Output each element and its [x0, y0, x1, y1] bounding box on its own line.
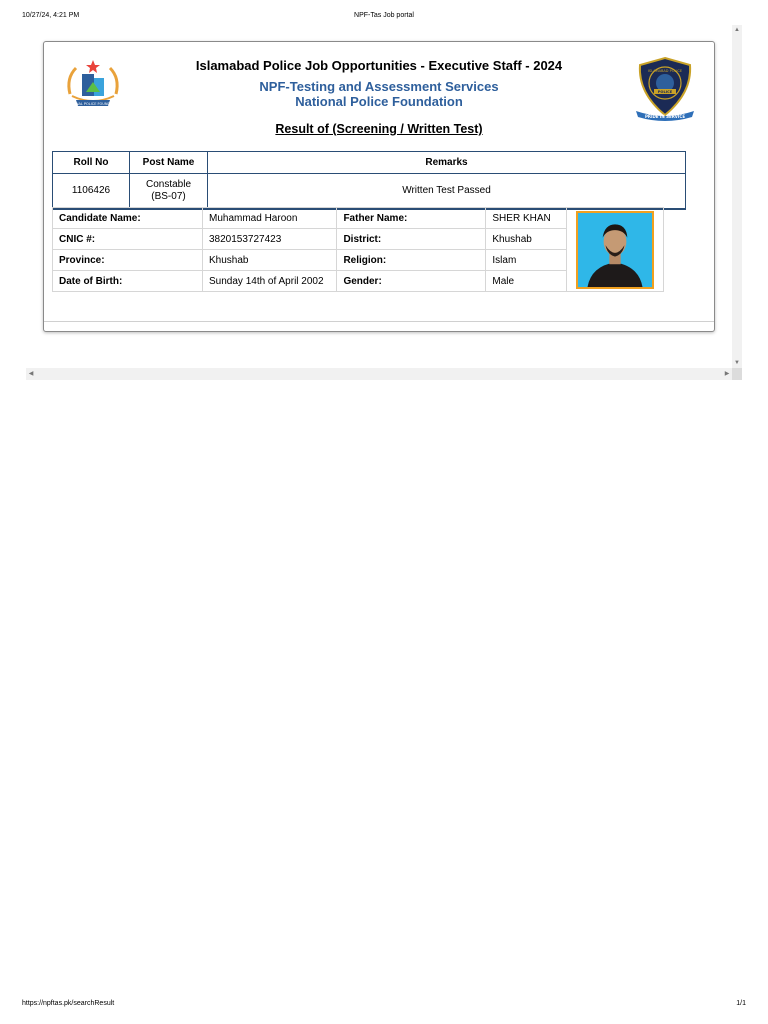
print-header	[22, 12, 746, 22]
print-datetime: 10/27/24, 4:21 PM	[22, 12, 80, 19]
province-label: Province:	[53, 250, 203, 271]
print-page-title: NPF-Tas Job portal	[354, 12, 414, 19]
print-page-number: 1/1	[736, 1000, 746, 1007]
page-title: Islamabad Police Job Opportunities - Executive Staff - 2024	[195, 58, 563, 73]
religion-label: Religion:	[337, 250, 486, 271]
npf-logo-text: NATIONAL POLICE FOUNDATION	[65, 102, 121, 106]
cnic-value: 3820153727423	[203, 229, 337, 250]
candidate-name-value: Muhammad Haroon	[203, 208, 337, 229]
col-remarks: Remarks	[208, 152, 686, 174]
father-name-label: Father Name:	[337, 208, 486, 229]
district-value: Khushab	[486, 229, 567, 250]
post-name-line1: Constable	[145, 179, 192, 190]
candidate-photo	[576, 211, 654, 289]
religion-value: Islam	[486, 250, 567, 271]
dob-value: Sunday 14th of April 2002	[203, 271, 337, 292]
gender-value: Male	[486, 271, 567, 292]
table-row	[53, 174, 686, 210]
scroll-right-icon[interactable]: ▶	[724, 371, 730, 377]
table-row	[53, 208, 664, 229]
print-footer	[22, 1000, 746, 1010]
remarks-value: Written Test Passed	[208, 174, 686, 210]
district-label: District:	[337, 229, 486, 250]
org-name: National Police Foundation	[295, 94, 463, 109]
result-table-header	[53, 152, 686, 174]
candidate-name-label: Candidate Name:	[53, 208, 203, 229]
father-name-value: SHER KHAN	[486, 208, 567, 229]
org-subtitle: NPF-Testing and Assessment Services	[259, 79, 499, 94]
badge-police-text: POLICE	[657, 90, 673, 94]
dob-label: Date of Birth:	[53, 271, 203, 292]
police-badge-icon	[632, 55, 698, 125]
gender-label: Gender:	[337, 271, 486, 292]
vertical-scrollbar[interactable]	[732, 25, 742, 368]
print-url: https://npftas.pk/searchResult	[22, 1000, 115, 1007]
col-roll-no: Roll No	[53, 152, 130, 174]
result-card	[43, 41, 715, 332]
scroll-down-icon[interactable]: ▼	[734, 360, 740, 366]
badge-ring-text: ISLAMABAD POLICE	[647, 69, 683, 73]
scrollbar-corner	[732, 368, 742, 380]
roll-no-value: 1106426	[53, 174, 130, 210]
candidate-details-table	[52, 207, 664, 292]
post-name-line2: (BS-07)	[151, 191, 186, 202]
col-post-name: Post Name	[130, 152, 208, 174]
scroll-left-icon[interactable]: ◀	[28, 371, 34, 377]
result-heading: Result of (Screening / Written Test)	[275, 122, 483, 136]
card-divider	[44, 321, 714, 322]
badge-banner-text: PRIDE IN SERVICE	[644, 114, 686, 119]
cnic-label: CNIC #:	[53, 229, 203, 250]
post-name-value	[130, 174, 208, 210]
photo-cell	[567, 208, 664, 292]
province-value: Khushab	[203, 250, 337, 271]
scroll-up-icon[interactable]: ▲	[734, 27, 740, 33]
result-table	[52, 151, 686, 210]
horizontal-scrollbar[interactable]	[26, 368, 732, 380]
